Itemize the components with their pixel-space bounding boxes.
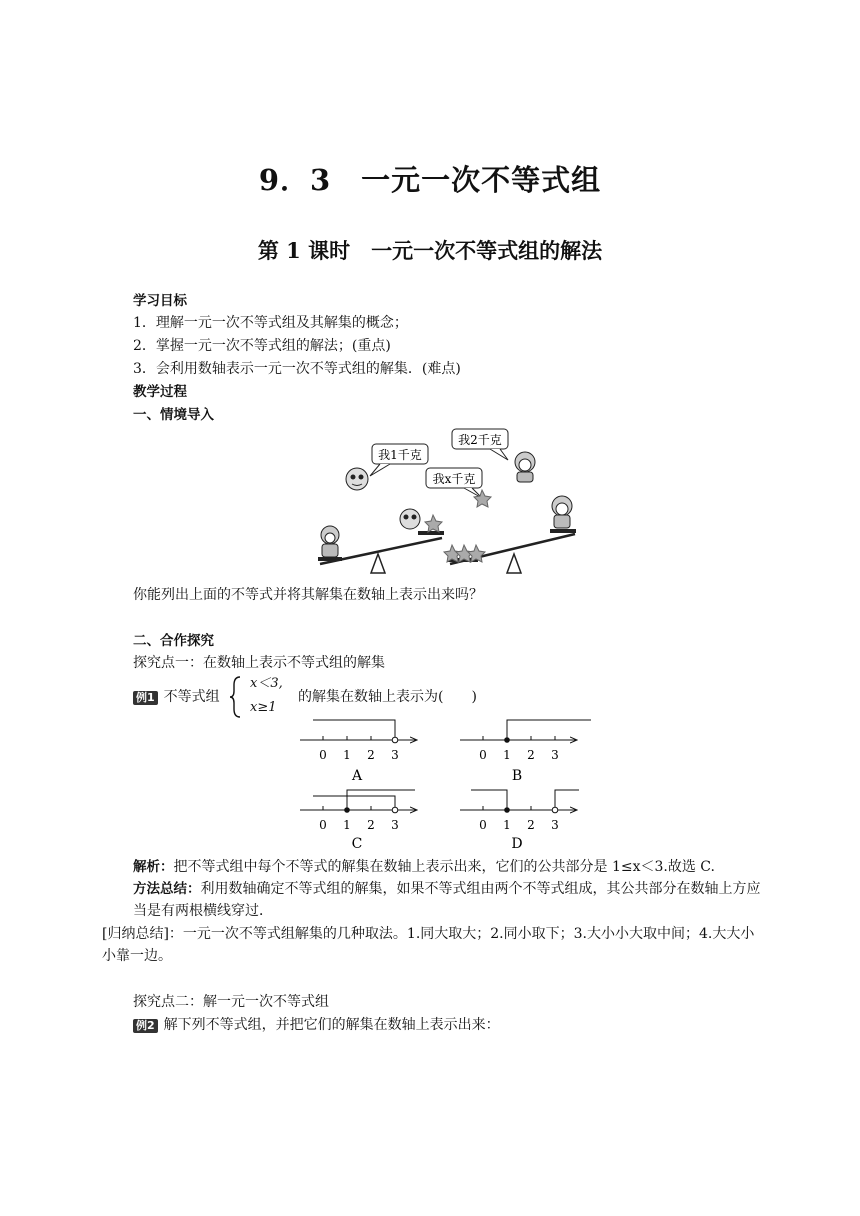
option-b-number-line — [460, 720, 591, 784]
balance-scale-illustration — [300, 420, 600, 580]
method-paragraph — [133, 878, 763, 922]
bubble-2kg — [452, 429, 508, 460]
svg-text:2: 2 — [527, 748, 535, 762]
bubble-1kg-text: 我1千克 — [378, 448, 422, 462]
goals-heading: 学习目标 — [133, 293, 187, 309]
option-d-label: D — [511, 836, 523, 852]
svg-text:3: 3 — [551, 818, 559, 832]
inequality-line-1: x＜3, — [250, 676, 283, 691]
analysis-paragraph — [133, 856, 715, 878]
goal-item-1: 1．理解一元一次不等式组及其解集的概念； — [133, 315, 408, 331]
inequality-line-2: x≥1 — [250, 700, 277, 715]
page-title: 9．3 一元一次不等式组 — [258, 163, 602, 197]
svg-text:0: 0 — [479, 748, 487, 762]
brace-icon — [228, 675, 244, 719]
option-c-label: C — [351, 836, 363, 852]
lesson-subtitle: 第 1 课时 一元一次不等式组的解法 — [257, 238, 603, 263]
svg-text:3: 3 — [391, 748, 399, 762]
section1-heading: 一、情境导入 — [133, 407, 214, 423]
bubble-xkg — [426, 468, 482, 498]
number-line-options — [295, 712, 605, 852]
svg-text:0: 0 — [479, 818, 487, 832]
example1-prefix: 不等式组 — [163, 689, 220, 705]
example2-line — [133, 1014, 500, 1036]
seesaw-right — [444, 496, 576, 573]
svg-text:1: 1 — [343, 818, 351, 832]
svg-text:1: 1 — [503, 818, 511, 832]
svg-text:3: 3 — [391, 818, 399, 832]
summary-paragraph: [归纳总结]：一元一次不等式组解集的几种取法。1.同大取大；2.同小取下；3.大小小大取中间；4.大大小小靠一边。 — [102, 926, 755, 964]
svg-text:0: 0 — [319, 748, 327, 762]
method-text: 利用数轴确定不等式组的解集，如果不等式组由两个不等式组成，其公共部分在数轴上方应当是有两根横线穿过． — [133, 881, 761, 919]
svg-text:3: 3 — [551, 748, 559, 762]
point1-heading: 探究点一：在数轴上表示不等式组的解集 — [133, 655, 385, 671]
example1-line — [133, 686, 220, 708]
goal-item-2: 2．掌握一元一次不等式组的解法；(重点) — [133, 338, 391, 354]
scene-question: 你能列出上面的不等式并将其解集在数轴上表示出来吗？ — [133, 587, 483, 603]
goal-item-3: 3．会利用数轴表示一元一次不等式组的解集．(难点) — [133, 361, 461, 377]
seesaw-left — [318, 509, 444, 573]
svg-text:2: 2 — [367, 818, 375, 832]
example1-suffix: 的解集在数轴上表示为( ) — [298, 689, 477, 705]
svg-text:2: 2 — [367, 748, 375, 762]
option-a-number-line — [300, 720, 417, 784]
option-d-number-line — [460, 790, 579, 852]
analysis-text: 把不等式组中每个不等式的解集在数轴上表示出来，它们的公共部分是 1≤x＜3.故选 C. — [173, 859, 715, 875]
bubble-xkg-text: 我x千克 — [432, 472, 476, 486]
character-top-right — [515, 452, 535, 482]
method-label: 方法总结： — [133, 881, 201, 897]
process-heading: 教学过程 — [133, 384, 187, 400]
option-b-label: B — [511, 768, 523, 784]
svg-text:2: 2 — [527, 818, 535, 832]
svg-text:1: 1 — [503, 748, 511, 762]
option-c-number-line — [300, 790, 417, 852]
point2-heading: 探究点二：解一元一次不等式组 — [133, 994, 329, 1010]
bubble-2kg-text: 我2千克 — [458, 433, 502, 447]
option-a-label: A — [351, 768, 363, 784]
example2-text: 解下列不等式组，并把它们的解集在数轴上表示出来： — [163, 1017, 500, 1033]
svg-text:1: 1 — [343, 748, 351, 762]
bubble-1kg — [370, 444, 428, 476]
example2-badge: 例2 — [133, 1019, 158, 1033]
section2-heading: 二、合作探究 — [133, 633, 214, 649]
example1-badge: 例1 — [133, 691, 158, 705]
weight-character-1kg — [346, 468, 368, 490]
svg-text:0: 0 — [319, 818, 327, 832]
analysis-label: 解析： — [133, 859, 174, 875]
